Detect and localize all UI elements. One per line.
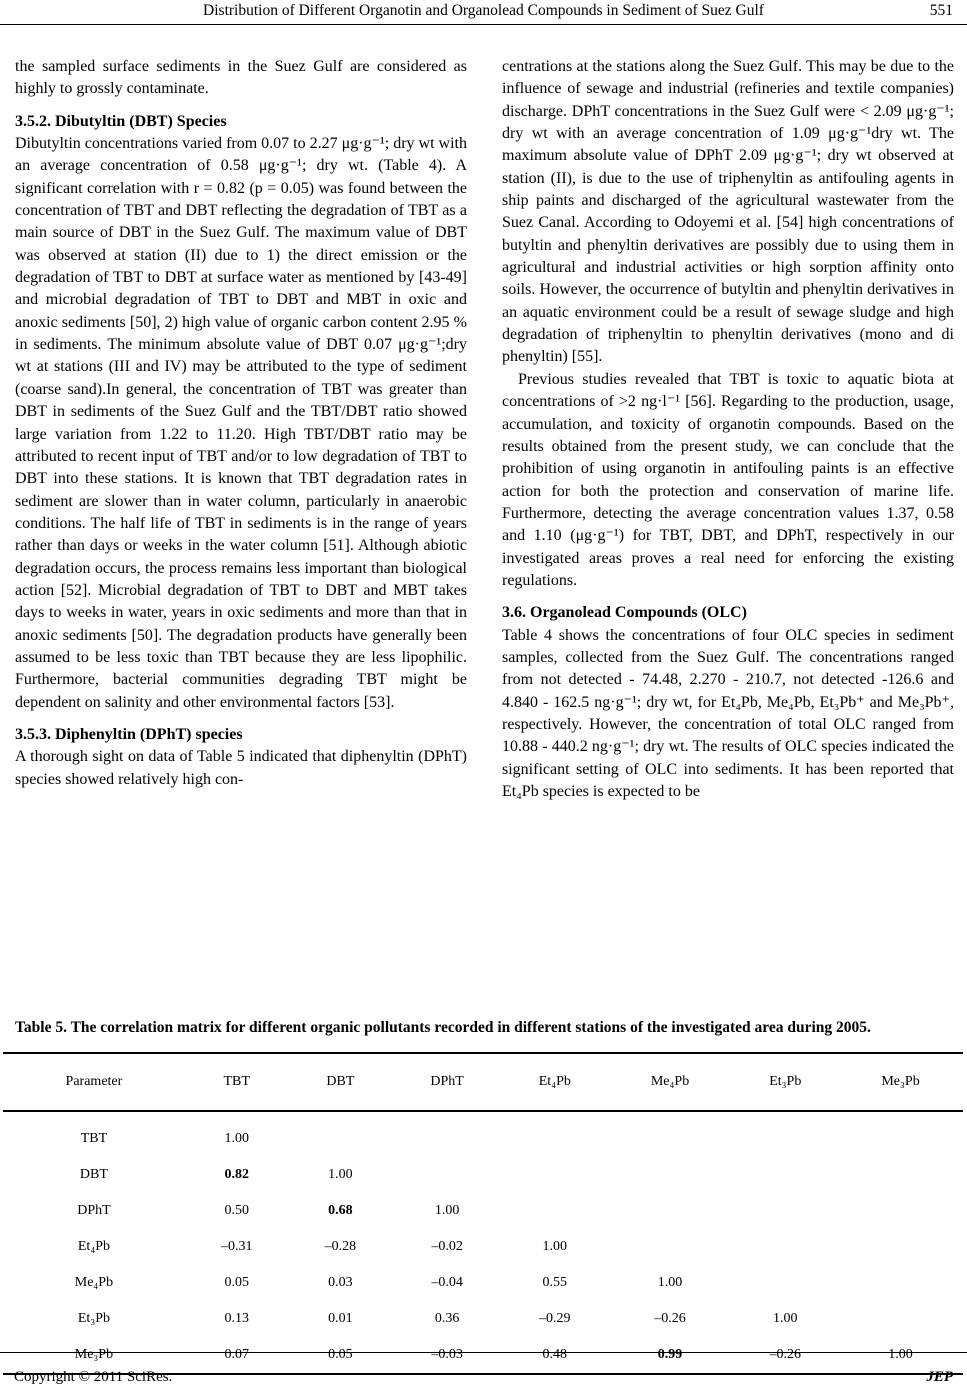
table-cell	[732, 1229, 838, 1265]
column-header: Et₄Pb	[538, 1074, 571, 1089]
page-number: 551	[929, 2, 953, 19]
table-cell: –0.03	[431, 1347, 463, 1362]
table-cell: 0.36	[434, 1311, 460, 1326]
table-cell: 1.00	[542, 1239, 568, 1254]
table-cell: 1.00	[773, 1311, 798, 1326]
running-header	[0, 0, 967, 25]
table-cell: 1.00	[657, 1275, 683, 1290]
paragraph: centrations at the stations along the Suez Gulf. This may be due to the influence of sewage and industrial (refineries and textile companies) discharge. DPhT concentrations in the Suez Gulf were < 2.09 μg·g⁻¹; dry wt with an average concentration of 1.09 μg·g⁻¹dry wt. The maximum absolute value of DPhT 2.09 μg·g⁻¹; dry wt observed at station (II), is due to the use of triphenyltin as antifouling agents in ship paints and discharged of the agricultural wastewater from the Suez Canal. According to Odoyemi et al. [54] high concentrations of butyltin and phenyltin derivatives are possibly due to using them in agricultural and industrial activities or high sorption affinity onto soils. However, the occurrence of butyltin and phenyltin derivatives in an aquatic environment could be a result of sewage sludge and high degradation of triphenyltin to phenyltin derivatives (mono and di phenyltin) [55].	[502, 58, 954, 366]
table-cell: 0.55	[542, 1275, 568, 1290]
section-heading: 3.5.2. Dibutyltin (DBT) Species	[15, 112, 227, 130]
table-cell: 0.05	[328, 1347, 353, 1362]
table-cell: 0.01	[328, 1311, 353, 1326]
row-label: Me₄Pb	[74, 1275, 114, 1290]
table-cell: 0.03	[328, 1275, 353, 1290]
table-row	[3, 1229, 963, 1265]
paragraph: the sampled surface sediments in the Suez Gulf are considered as highly to grossly contaminate.	[15, 58, 467, 98]
table-cell	[392, 1111, 502, 1157]
row-label: DBT	[79, 1167, 108, 1182]
table-cell: 1.00	[328, 1167, 353, 1182]
table-row	[3, 1301, 963, 1337]
table-cell: –0.26	[769, 1347, 802, 1362]
table-cell	[732, 1265, 838, 1301]
row-label: Et₃Pb	[77, 1311, 110, 1326]
table-cell: –0.28	[324, 1239, 357, 1254]
table-cell: 0.50	[224, 1203, 249, 1218]
table-cell: 1.00	[434, 1203, 460, 1218]
table-cell: 0.05	[224, 1275, 249, 1290]
table-cell: 0.48	[542, 1347, 568, 1362]
row-label: DPhT	[77, 1203, 111, 1218]
right-column	[502, 56, 954, 803]
table-cell: –0.26	[654, 1311, 686, 1326]
table-cell: –0.29	[539, 1311, 571, 1326]
table-cell	[838, 1157, 963, 1193]
section-heading: 3.5.3. Diphenyltin (DPhT) species	[15, 725, 243, 743]
table-cell: 0.07	[224, 1347, 249, 1362]
table-cell	[289, 1111, 393, 1157]
column-header: Me₄Pb	[650, 1074, 690, 1089]
paragraph: Dibutyltin concentrations varied from 0.07 to 2.27 μg·g⁻¹; dry wt with an average concentration of 0.58 μg·g⁻¹; dry wt. (Table 4). A significant correlation with r = 0.82 (p = 0.05) was found between the concentration of TBT and DBT reflecting the degradation of TBT as a main source of DBT in the Suez Gulf. The maximum value of DBT was observed at station (II) due to 1) the direct emission or the degradation of TBT to DBT at surface water as mentioned by [43-49] and microbial degradation of TBT to DBT and MBT in oxic and anoxic sediments [50], 2) high value of organic carbon content 2.95 % in sediments. The minimum absolute value of DBT 0.07 μg·g⁻¹;dry wt at stations (III and IV) may be attributed to the type of sediment (coarse sand).In general, the concentration of TBT was greater than DBT in sediments of the Suez Gulf and the TBT/DBT ratio showed large variation from 1.22 to 11.20. High TBT/DBT ratio may be attributed to recent input of TBT and/or to low degradation of TBT to DBT into these stations. It is known that TBT degradation rates in sediment are slower than in water column, particularly in anaerobic conditions. The half life of TBT in sediments is in the range of years rather than days or weeks in the water column [51]. Although abiotic degradation occurs, the process remains less important than biological action [52]. Microbial degradation of TBT to DBT and MBT takes days to weeks in water, years in oxic sediments and more than that in anoxic sediments [50]. The degradation products have generally been assumed to be less toxic than TBT because they are less lipophilic. Furthermore, bacterial communities degrading TBT might be dependent on salinity and other environmental factors [53].	[15, 135, 467, 711]
table-cell: –0.31	[220, 1239, 253, 1254]
table-cell: –0.04	[431, 1275, 463, 1290]
column-header: Me₃Pb	[881, 1074, 920, 1089]
table-row	[3, 1111, 963, 1157]
table-cell	[608, 1229, 733, 1265]
copyright: Copyright © 2011 SciRes.	[14, 1369, 173, 1385]
paragraph: Previous studies revealed that TBT is toxic to aquatic biota at concentrations of >2 ng·l⁻¹ [56]. Regarding to the production, usage, accumulation, and toxicity of organotin compounds. Based on the results obtained from the present study, we can conclude that the prohibition of using organotin in antifouling paints is an effective action for both the protection and conservation of marine life. Furthermore, detecting the average concentration values 1.37, 0.58 and 1.10 (μg·g⁻¹) for TBT, DBT, and DPhT, respectively in our investigated areas proves a real need for enforcing the existing regulations.	[502, 370, 954, 589]
section-heading: 3.6. Organolead Compounds (OLC)	[502, 604, 747, 622]
correlation-table	[3, 1052, 963, 1375]
table-cell	[838, 1111, 963, 1157]
table-cell	[838, 1301, 963, 1337]
table-cell	[502, 1111, 608, 1157]
row-label: TBT	[80, 1131, 108, 1146]
table-cell	[502, 1193, 608, 1229]
table-cell	[732, 1193, 838, 1229]
table-cell: 0.99	[657, 1347, 683, 1362]
column-header: DBT	[326, 1074, 355, 1089]
table-cell: 0.68	[328, 1203, 353, 1218]
table-row	[3, 1265, 963, 1301]
running-title: Distribution of Different Organotin and Organolead Compounds in Sediment of Suez Gulf	[203, 2, 764, 19]
table-cell	[502, 1157, 608, 1193]
column-header: Et₃Pb	[769, 1074, 802, 1089]
table-cell	[392, 1157, 502, 1193]
table-cell	[608, 1193, 733, 1229]
table-row	[3, 1157, 963, 1193]
table-cell	[732, 1157, 838, 1193]
row-label: Me₃Pb	[74, 1347, 114, 1362]
table-cell: 1.00	[888, 1347, 913, 1362]
table-cell: 1.00	[224, 1131, 249, 1146]
column-header: TBT	[223, 1074, 250, 1089]
paragraph: A thorough sight on data of Table 5 indicated that diphenyltin (DPhT) species showed relatively high con-	[15, 748, 467, 788]
column-header: DPhT	[430, 1074, 464, 1089]
table-row	[3, 1193, 963, 1229]
paragraph: Table 4 shows the concentrations of four OLC species in sediment samples, collected from the Suez Gulf. The concentrations ranged from not detected - 74.48, 2.270 - 210.7, not detected -126.6 and 4.840 - 162.5 ng·g⁻¹; dry wt, for Et₄Pb, Me₄Pb, Et₃Pb⁺ and Me₃Pb⁺, respectively. However, the concentration of total OLC ranged from 10.88 - 440.2 ng·g⁻¹; dry wt. The results of OLC species indicated the significant setting of OLC into sediments. It has been reported that Et₄Pb species is expected to be	[502, 626, 954, 800]
table-caption: Table 5. The correlation matrix for different organic pollutants recorded in different stations of the investigated area during 2005.	[15, 1019, 871, 1036]
table-body	[3, 1111, 963, 1374]
table-cell: 0.82	[224, 1167, 249, 1182]
table-cell	[608, 1157, 733, 1193]
column-header: Parameter	[65, 1074, 123, 1089]
table-cell: –0.02	[431, 1239, 463, 1254]
table-cell	[838, 1193, 963, 1229]
left-column	[15, 56, 467, 791]
table-cell: 0.13	[224, 1311, 249, 1326]
row-label: Et₄Pb	[77, 1239, 110, 1254]
journal-abbrev: JEP	[926, 1369, 953, 1385]
table-cell	[838, 1229, 963, 1265]
table-cell	[732, 1111, 838, 1157]
table-header-row	[3, 1053, 963, 1111]
table-cell	[838, 1265, 963, 1301]
table-cell	[608, 1111, 733, 1157]
